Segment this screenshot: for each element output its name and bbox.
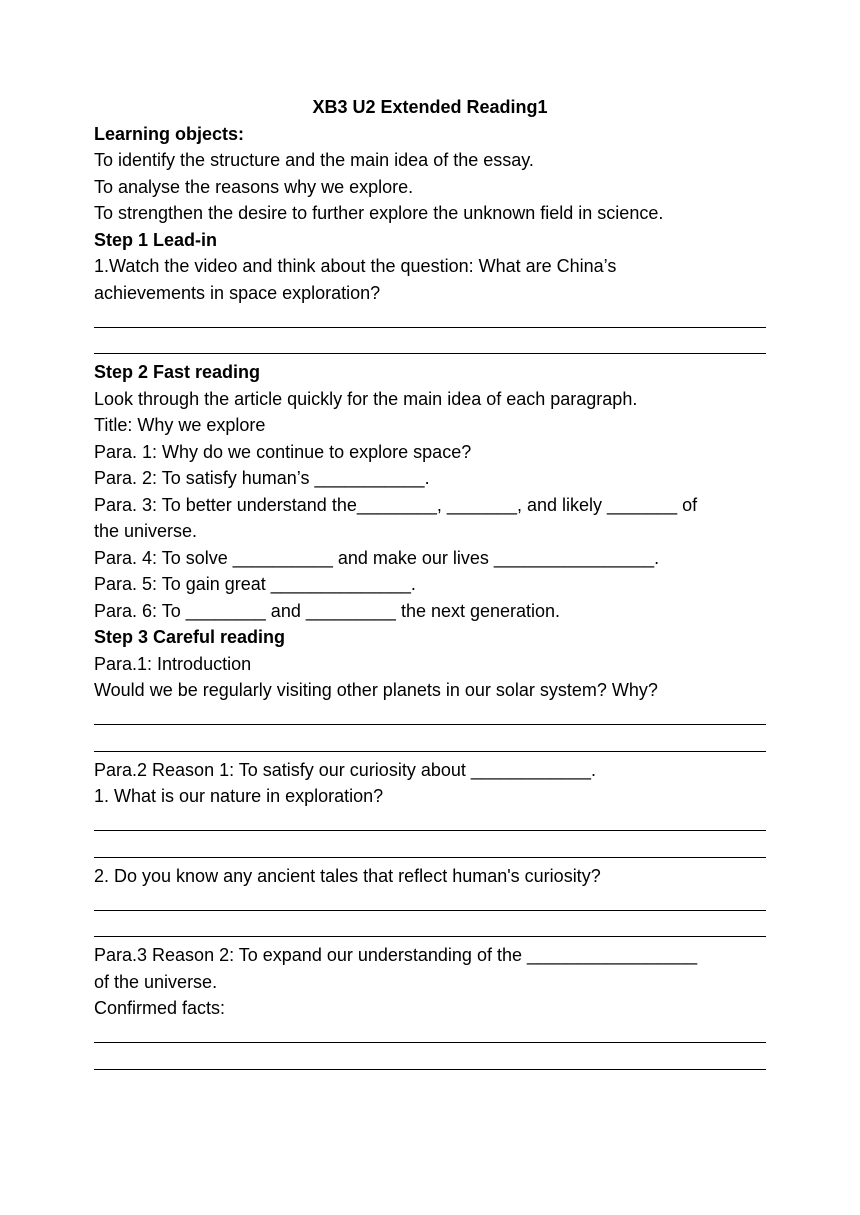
answer-line[interactable] — [94, 836, 766, 863]
step2-para4: Para. 4: To solve __________ and make our lives ________________. — [94, 547, 660, 568]
answer-line[interactable] — [94, 810, 766, 837]
step1-heading: Step 1 Lead-in — [94, 229, 218, 250]
step3-confirmed-facts: Confirmed facts: — [94, 998, 226, 1018]
step3-para1-question: Would we be regularly visiting other planets in our solar system? Why? — [94, 680, 658, 700]
step2-para3-line2: the universe. — [94, 521, 198, 541]
step2-instruction: Look through the article quickly for the main idea of each paragraph. — [94, 388, 638, 409]
answer-line[interactable] — [94, 306, 766, 333]
step2-para5: Para. 5: To gain great ______________. — [94, 574, 416, 594]
step2-para1: Para. 1: Why do we continue to explore space? — [94, 441, 472, 462]
answer-line[interactable] — [94, 333, 766, 360]
objective-item-1: To identify the structure and the main idea of the essay. — [94, 150, 534, 170]
step2-heading: Step 2 Fast reading — [94, 362, 261, 382]
answer-line[interactable] — [94, 1022, 766, 1049]
step2-para6: Para. 6: To ________ and _________ the next generation. — [94, 600, 561, 621]
objective-item-2: To analyse the reasons why we explore. — [94, 176, 414, 197]
answer-line[interactable] — [94, 704, 766, 731]
step2-para2: Para. 2: To satisfy human’s ___________. — [94, 468, 430, 488]
step3-heading: Step 3 Careful reading — [94, 627, 286, 647]
step2-para3-line1: Para. 3: To better understand the________, _______, and likely _______ of — [94, 494, 698, 515]
worksheet-page — [94, 94, 766, 1075]
answer-line[interactable] — [94, 916, 766, 943]
step3-para1-label: Para.1: Introduction — [94, 653, 252, 674]
step3-para2-reason: Para.2 Reason 1: To satisfy our curiosity about ____________. — [94, 759, 596, 780]
step1-question-line1: 1.Watch the video and think about the question: What are China’s — [94, 256, 617, 276]
worksheet-title: XB3 U2 Extended Reading1 — [312, 97, 548, 117]
objectives-heading: Learning objects: — [94, 123, 245, 144]
answer-line[interactable] — [94, 1048, 766, 1075]
objective-item-3: To strengthen the desire to further explore the unknown field in science. — [94, 203, 664, 223]
answer-line[interactable] — [94, 730, 766, 757]
step3-para3-reason-line1: Para.3 Reason 2: To expand our understanding of the _________________ — [94, 945, 698, 965]
step3-para2-question2: 2. Do you know any ancient tales that reflect human's curiosity? — [94, 865, 601, 886]
step3-para2-question1: 1. What is our nature in exploration? — [94, 786, 384, 806]
step1-question-line2: achievements in space exploration? — [94, 282, 381, 303]
step2-title-line: Title: Why we explore — [94, 415, 266, 435]
answer-line[interactable] — [94, 889, 766, 916]
step3-para3-reason-line2: of the universe. — [94, 971, 218, 992]
